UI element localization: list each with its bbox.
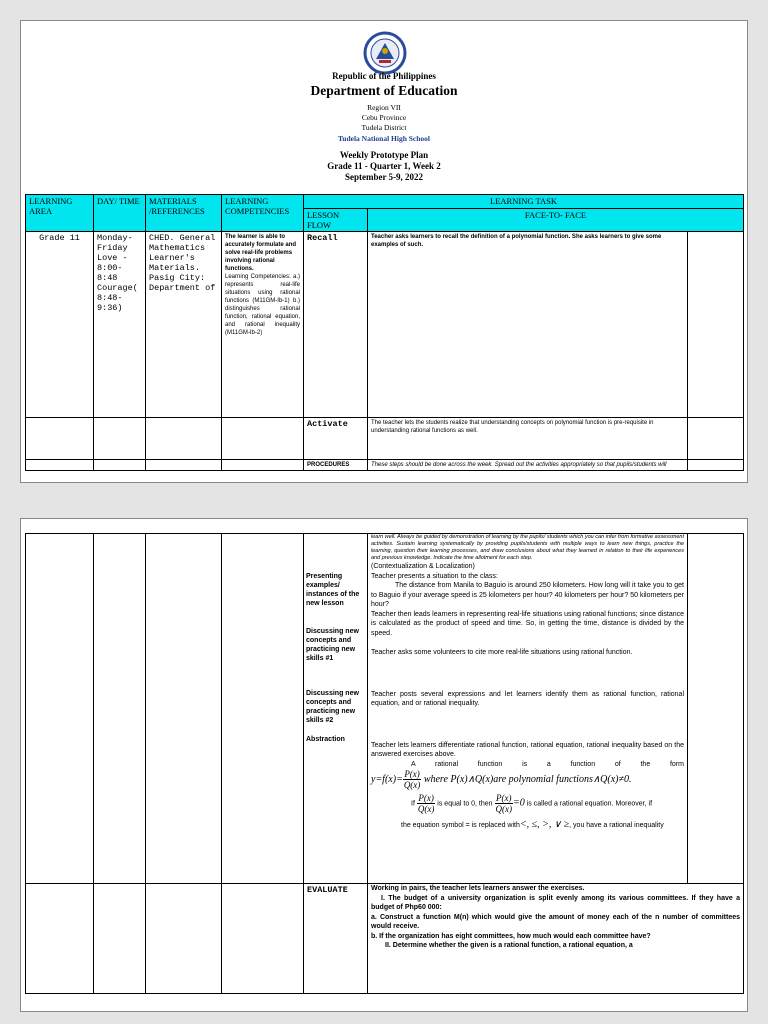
blank-cell bbox=[94, 418, 146, 460]
col-learning-area: LEARNING AREA bbox=[26, 195, 94, 232]
day-time-cell: Monday- Friday Love - 8:00- 8:48 Courage( 8:48- 9:36) bbox=[94, 232, 146, 418]
blank-cell bbox=[26, 418, 94, 460]
fraction-p-over-q bbox=[417, 793, 436, 814]
plan-table-continued bbox=[25, 533, 744, 994]
col-materials: MATERIALS /REFERENCES bbox=[146, 195, 222, 232]
lesson-content bbox=[368, 534, 688, 884]
document-page-1 bbox=[20, 20, 748, 483]
recall-task: Teacher asks learners to recall the definition of a polynomial function. She asks learners to give some examples of such. bbox=[368, 232, 688, 418]
fraction-p-over-q bbox=[403, 769, 422, 790]
label-discussing-2: Discussing new concepts and practicing new skills #2 bbox=[306, 690, 359, 724]
label-abstraction: Abstraction bbox=[306, 736, 345, 743]
rational-inequality-line bbox=[371, 820, 684, 831]
blank-cell bbox=[146, 884, 222, 994]
blank-cell bbox=[26, 884, 94, 994]
district-line: Tudela District bbox=[361, 123, 407, 132]
procedures-continued: learn well. Always be guided by demonstration of learning by the pupils/ students which you can infer from formative assessment activities. Sustain learning systematically by providing pupils/students with multiple ways to learn new things, practice the learning, question their learning processes, and draw conclusions about what they learned in relation to their life experiences and previous knowledge. Indicate the time allotment for each step. bbox=[371, 534, 684, 561]
col-learning-task: LEARNING TASK bbox=[304, 195, 744, 209]
materials-cell: CHED. General Mathematics Learner's Materials. Pasig City: Department of bbox=[146, 232, 222, 418]
abstraction-definition: A rational function is a function of the form bbox=[411, 760, 684, 768]
equation-end-text: is called a rational equation. Moreover, if bbox=[526, 800, 653, 808]
blank-cell bbox=[26, 534, 94, 884]
blank-cell bbox=[26, 460, 94, 471]
inequality-lead: the equation symbol = is replaced with bbox=[401, 822, 520, 829]
document-page-2 bbox=[20, 518, 748, 1012]
abstraction-intro: Teacher lets learners differentiate rational function, rational equation, rational inequality based on the answered exercises above. bbox=[371, 741, 684, 758]
flow-evaluate: EVALUATE bbox=[304, 884, 368, 994]
blank-cell bbox=[146, 460, 222, 471]
plan-title: Weekly Prototype Plan bbox=[339, 150, 429, 160]
activate-task: The teacher lets the students realize that understanding concepts on polynomial function is pre-requisite in understanding rational functions as well. bbox=[368, 418, 688, 460]
flow-recall: Recall bbox=[304, 232, 368, 418]
formula-prefix: y=f(x)= bbox=[371, 773, 403, 785]
department-title: Department of Education bbox=[310, 83, 458, 98]
evaluate-content bbox=[368, 884, 744, 994]
competency-details: Learning Competencies: a.) represents real-life situations using rational functions (M11GM-Ib-1) b.) distinguishes rational function, rational equation, and rational inequality (M11GM-Ib-2) bbox=[225, 274, 300, 336]
fraction-p-over-q bbox=[495, 793, 514, 814]
blank-cell bbox=[688, 534, 744, 884]
grade-cell: Grade 11 bbox=[26, 232, 94, 418]
col-competencies: LEARNING COMPETENCIES bbox=[222, 195, 304, 232]
fraction-denominator: Q(x) bbox=[495, 804, 513, 814]
presenting-intro: Teacher presents a situation to the class: bbox=[371, 572, 498, 580]
blank-cell bbox=[94, 534, 146, 884]
inequality-end: , you have a rational inequality bbox=[569, 822, 664, 829]
fraction-denominator: Q(x) bbox=[417, 804, 435, 814]
date-range: September 5-9, 2022 bbox=[344, 172, 424, 182]
blank-cell bbox=[688, 418, 744, 460]
col-face-to-face: FACE-TO- FACE bbox=[368, 209, 744, 232]
rational-equation-line bbox=[371, 793, 684, 814]
if-word: If bbox=[411, 800, 415, 808]
plan-table bbox=[25, 194, 744, 471]
equals-zero: =0 bbox=[513, 797, 525, 809]
lesson-flow-labels bbox=[304, 534, 368, 884]
province-line: Cebu Province bbox=[361, 113, 407, 122]
blank-cell bbox=[146, 418, 222, 460]
evaluate-problem-2: II. Determine whether the given is a rational function, a rational equation, a bbox=[385, 942, 633, 949]
presenting-explanation: Teacher then leads learners in representing real-life situations using rational functions; since distance is calculated as the product of speed and time. So, in getting the time, distance is divided by the speed. bbox=[371, 610, 684, 637]
republic-line: Republic of the Philippines bbox=[332, 71, 436, 81]
blank-cell bbox=[94, 460, 146, 471]
equation-middle-text: is equal to 0, then bbox=[437, 800, 493, 808]
blank-cell bbox=[688, 232, 744, 418]
evaluate-problem-1: I. The budget of a university organization is split evenly among its various committees. If they have a budget of Php60 000: bbox=[371, 894, 740, 911]
competency-lead: The learner is able to accurately formulate and solve real-life problems involving rational functions. bbox=[225, 234, 297, 272]
deped-seal-icon bbox=[362, 31, 408, 75]
col-lesson-flow: LESSON FLOW bbox=[304, 209, 368, 232]
inequality-symbols: <, ≤, >, ∨ ≥ bbox=[519, 819, 570, 830]
evaluate-intro: Working in pairs, the teacher lets learners answer the exercises. bbox=[371, 885, 585, 892]
blank-cell bbox=[222, 418, 304, 460]
fraction-numerator: P(x) bbox=[404, 769, 420, 779]
blank-cell bbox=[688, 460, 744, 471]
discussing-2-text: Teacher posts several expressions and let learners identify them as rational function, rational equation, and or rational inequality. bbox=[371, 690, 684, 707]
blank-cell bbox=[222, 460, 304, 471]
flow-procedures: PROCEDURES bbox=[304, 460, 368, 471]
col-day-time: DAY/ TIME bbox=[94, 195, 146, 232]
fraction-numerator: P(x) bbox=[418, 793, 434, 803]
school-name: Tudela National High School bbox=[337, 134, 431, 143]
blank-cell bbox=[94, 884, 146, 994]
competencies-cell bbox=[222, 232, 304, 418]
contextualization-note: (Contextualization & Localization) bbox=[371, 563, 475, 570]
presenting-problem: The distance from Manila to Baguio is around 250 kilometers. How long will it take you to get to Baguio if your average speed is 25 kilometers per hour? 40 kilometers per hour? 50 kilometers per hour? bbox=[371, 582, 684, 608]
blank-cell bbox=[222, 884, 304, 994]
flow-activate: Activate bbox=[304, 418, 368, 460]
fraction-denominator: Q(x) bbox=[403, 780, 421, 790]
evaluate-item-b: b. If the organization has eight committees, how much would each committee have? bbox=[371, 932, 651, 940]
evaluate-item-a: a. Construct a function M(n) which would give the amount of money each of the n number of committees would receive. bbox=[371, 913, 740, 930]
label-discussing-1: Discussing new concepts and practicing new skills #1 bbox=[306, 628, 359, 662]
grade-quarter-line: Grade 11 - Quarter 1, Week 2 bbox=[327, 161, 441, 171]
procedures-task: These steps should be done across the week. Spread out the activities appropriately so that pupils/students will bbox=[368, 460, 688, 471]
region-line: Region VII bbox=[367, 103, 401, 112]
blank-cell bbox=[222, 534, 304, 884]
blank-cell bbox=[146, 534, 222, 884]
formula-suffix: where P(x)∧Q(x)are polynomial functions∧Q(x)≠0. bbox=[423, 773, 632, 785]
label-presenting: Presenting examples/ instances of the new lesson bbox=[306, 573, 360, 607]
rational-function-formula bbox=[371, 769, 684, 790]
discussing-1-text: Teacher asks some volunteers to cite more real-life situations using rational function. bbox=[371, 649, 633, 656]
fraction-numerator: P(x) bbox=[496, 793, 512, 803]
